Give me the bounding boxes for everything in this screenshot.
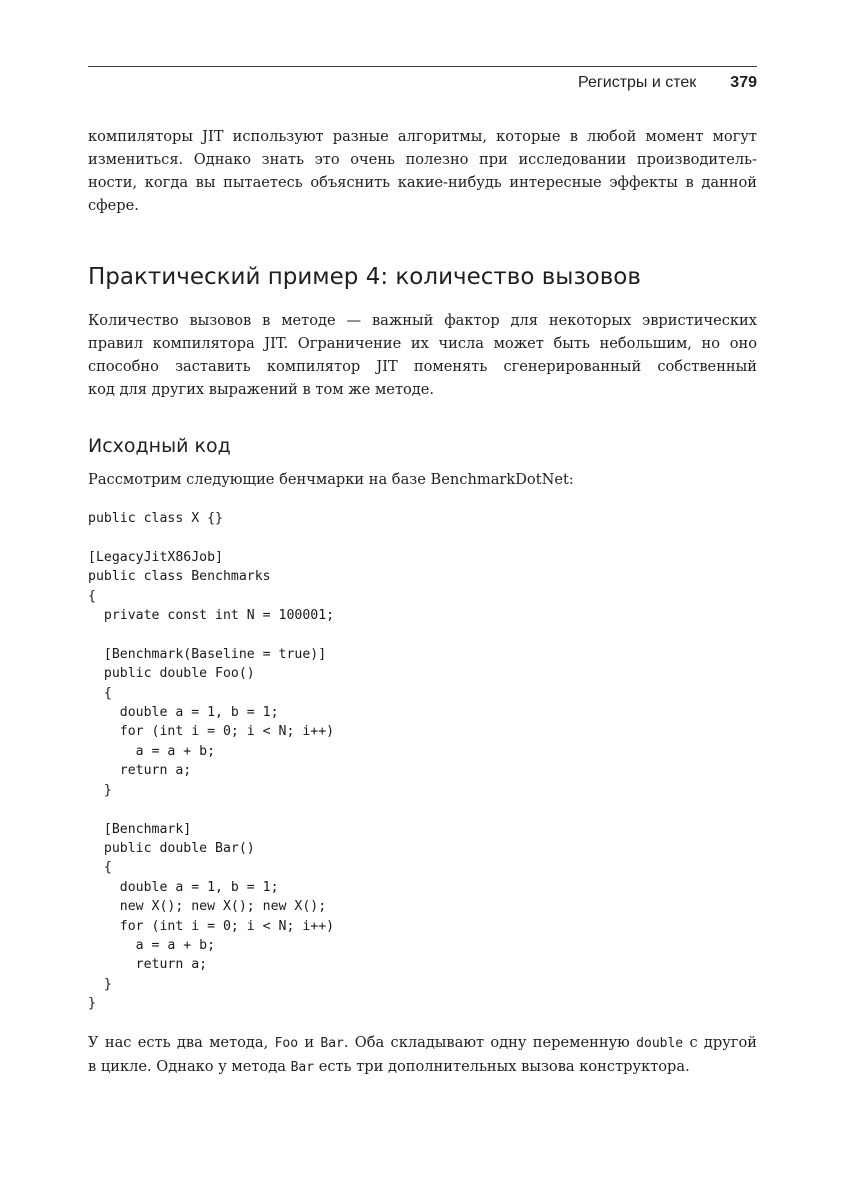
inline-code-bar: Bar xyxy=(320,1036,344,1051)
text-line: Рассмотрим следующие бенчмарки на базе BenchmarkDotNet: xyxy=(88,471,574,488)
text-line: измениться. Однако знать это очень полезно при исследовании производитель- xyxy=(88,151,757,168)
text-run: . Оба складывают одну переменную xyxy=(343,1034,637,1051)
text-line xyxy=(88,1055,757,1079)
text-run: с другой xyxy=(683,1034,757,1051)
inline-code-foo: Foo xyxy=(274,1036,299,1051)
text-line xyxy=(88,1031,757,1055)
code-listing: public class X {} [LegacyJitX86Job] public class Benchmarks { private const int N = 100001; [Benchmark(Baseline = true)] public double Foo() { double a = 1, b = 1; for (int i = 0; i < N; i++) a = a + b; return a; } [Benchmark] public double Bar() { double a = 1, b = 1; new X(); new X(); new X(); for (int i = 0; i < N; i++) a = a + b; return a; } } xyxy=(88,511,335,1012)
paragraph-lead xyxy=(88,468,757,491)
paragraph-intro xyxy=(88,309,757,401)
running-header xyxy=(88,72,757,94)
section-title: Регистры и стек xyxy=(578,74,697,91)
subsection-heading: Исходный код xyxy=(88,435,231,457)
text-run: и xyxy=(298,1034,321,1051)
text-line: способно заставить компилятор JIT поменять сгенерированный собственный xyxy=(88,358,757,375)
header-rule xyxy=(88,66,757,67)
text-line: Количество вызовов в методе — важный фактор для некоторых эвристических xyxy=(88,312,757,329)
inline-code-bar: Bar xyxy=(290,1060,315,1075)
text-line: ности, когда вы пытаетесь объяснить какие-нибудь интересные эффекты в данной xyxy=(88,174,757,191)
paragraph-closing xyxy=(88,1031,757,1079)
page-number: 379 xyxy=(730,74,757,91)
text-line: сфере. xyxy=(88,197,139,214)
text-run: есть три дополнительных вызова конструктора. xyxy=(314,1058,690,1075)
text-run: в цикле. Однако у метода xyxy=(88,1058,291,1075)
paragraph-continuation xyxy=(88,125,757,217)
text-run: У нас есть два метода, xyxy=(88,1034,275,1051)
text-line: компиляторы JIT используют разные алгоритмы, которые в любой момент могут xyxy=(88,128,757,145)
section-heading: Практический пример 4: количество вызовов xyxy=(88,264,641,290)
text-line: код для других выражений в том же методе. xyxy=(88,381,435,398)
inline-code-double: double xyxy=(636,1036,684,1051)
text-line: правил компилятора JIT. Ограничение их числа может быть небольшим, но оно xyxy=(88,335,757,352)
